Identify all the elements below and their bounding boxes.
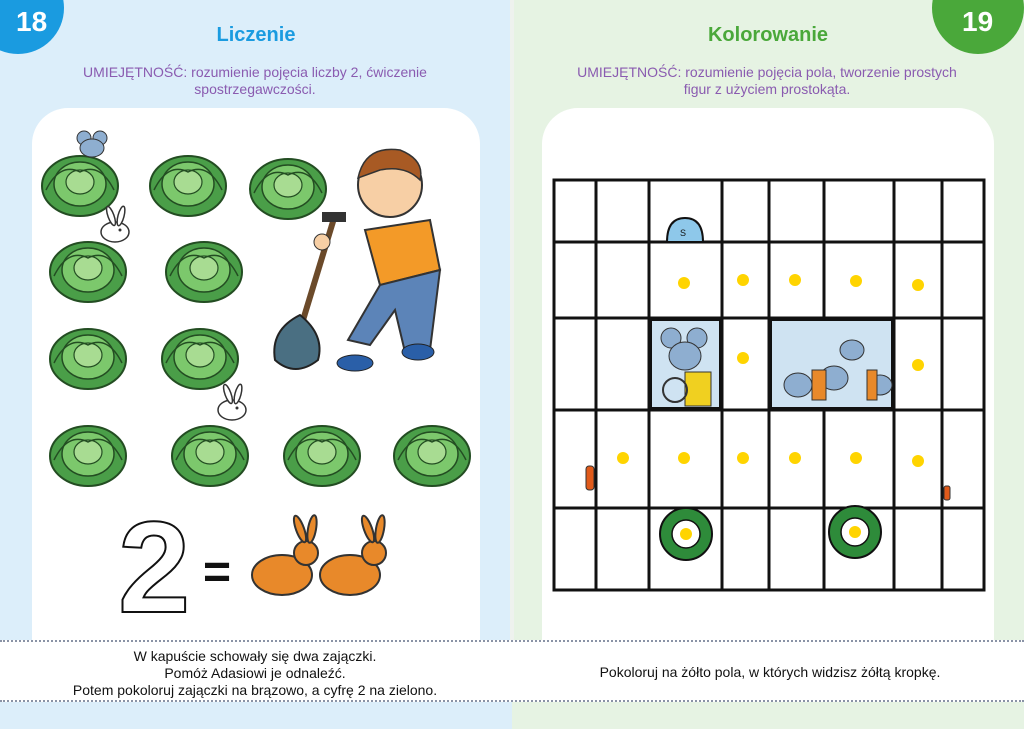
instruction-left-line-3: Potem pokoloruj zajączki na brązowo, a cyfrę 2 na zielono.	[72, 682, 438, 698]
orange-rabbit	[252, 514, 318, 595]
cabbage-field	[0, 0, 512, 640]
orange-rabbit	[320, 514, 386, 595]
wheel-rear	[829, 506, 881, 558]
cabbage	[150, 156, 226, 216]
cabbage	[50, 426, 126, 486]
bus-grid	[512, 0, 1024, 640]
right-page	[512, 0, 1024, 729]
bottom-strip-left	[0, 702, 512, 729]
rear-light	[944, 486, 950, 500]
cabbage	[162, 329, 238, 389]
equals-sign: =	[203, 546, 232, 599]
bottom-strip-right	[512, 702, 1024, 729]
page-number-right: 19	[962, 6, 994, 37]
front-light	[586, 466, 594, 490]
mouse-figure	[77, 131, 107, 157]
dotted-divider-top	[0, 640, 1024, 642]
cabbage	[50, 329, 126, 389]
cabbage	[50, 242, 126, 302]
cabbage	[284, 426, 360, 486]
dotted-divider-bottom	[0, 700, 1024, 702]
cabbage	[172, 426, 248, 486]
rabbit-hidden	[101, 206, 129, 242]
instruction-left-line-2: Pomóż Adasiowi je odnaleźć.	[164, 665, 346, 681]
number-two-outline: 2	[118, 494, 191, 640]
wheel-front	[660, 508, 712, 560]
cabbage	[250, 159, 326, 219]
instruction-right: Pokoloruj na żółto pola, w których widzisz żółtą kropkę.	[599, 664, 941, 680]
rabbit-hidden	[218, 384, 246, 420]
skill-text-right: UMIEJĘTNOŚĆ: rozumienie pojęcia pola, tworzenie prostych figur z użyciem prostokąta.	[577, 64, 957, 97]
instruction-left-line-1: W kapuście schowały się dwa zajączki.	[133, 648, 377, 664]
page-number-left: 18	[16, 6, 48, 37]
page-title-right: Kolorowanie	[707, 24, 828, 46]
bus-sign-letter: S	[680, 228, 687, 238]
page-gutter	[510, 0, 514, 729]
cabbage	[166, 242, 242, 302]
skill-text-left: UMIEJĘTNOŚĆ: rozumienie pojęcia liczby 2, ćwiczenie spostrzegawczości.	[83, 64, 427, 97]
instruction-left	[20, 648, 490, 699]
page-title-left: Liczenie	[216, 24, 296, 46]
cabbage	[394, 426, 470, 486]
